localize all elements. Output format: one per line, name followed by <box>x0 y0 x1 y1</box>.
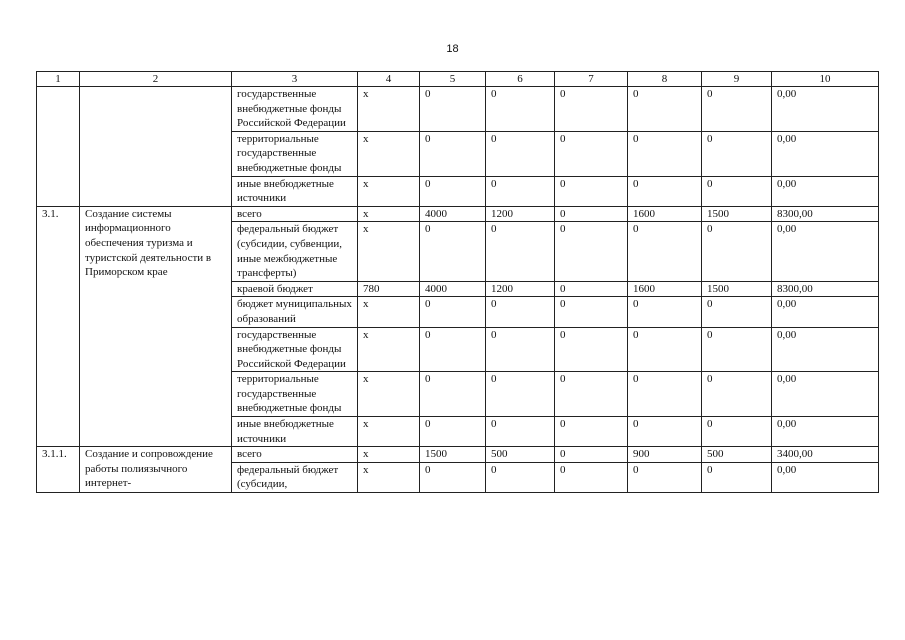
value-cell: 0 <box>420 327 486 372</box>
total-cell: 8300,00 <box>772 206 879 222</box>
total-cell: 0,00 <box>772 372 879 417</box>
funding-source-cell: краевой бюджет <box>232 281 358 297</box>
value-cell: х <box>358 87 420 132</box>
value-cell: 0 <box>702 131 772 176</box>
total-cell: 0,00 <box>772 87 879 132</box>
column-header: 10 <box>772 72 879 87</box>
value-cell: 0 <box>628 327 702 372</box>
value-cell: 0 <box>555 131 628 176</box>
funding-source-cell: федеральный бюджет (субсидии, субвенции, иные межбюджетные трансферты) <box>232 222 358 281</box>
value-cell: х <box>358 462 420 492</box>
value-cell: 0 <box>702 87 772 132</box>
value-cell: 0 <box>555 327 628 372</box>
value-cell: х <box>358 327 420 372</box>
value-cell: 1500 <box>420 447 486 463</box>
funding-source-cell: государственные внебюджетные фонды Российской Федерации <box>232 327 358 372</box>
value-cell: 0 <box>486 417 555 447</box>
column-header: 9 <box>702 72 772 87</box>
value-cell: 0 <box>486 297 555 327</box>
funding-source-cell: иные внебюджетные источники <box>232 417 358 447</box>
total-cell: 0,00 <box>772 417 879 447</box>
value-cell: 0 <box>702 297 772 327</box>
value-cell: 1200 <box>486 281 555 297</box>
value-cell: 780 <box>358 281 420 297</box>
value-cell: 4000 <box>420 281 486 297</box>
value-cell: 500 <box>486 447 555 463</box>
value-cell: х <box>358 222 420 281</box>
value-cell: х <box>358 297 420 327</box>
value-cell: 0 <box>486 372 555 417</box>
value-cell: 0 <box>555 206 628 222</box>
value-cell: 0 <box>628 462 702 492</box>
total-cell: 0,00 <box>772 462 879 492</box>
row-number-cell <box>37 87 80 207</box>
value-cell: 1600 <box>628 281 702 297</box>
row-number-cell: 3.1.1. <box>37 447 80 493</box>
table-header-row <box>37 72 879 87</box>
value-cell: 0 <box>420 222 486 281</box>
column-header: 1 <box>37 72 80 87</box>
value-cell: 0 <box>486 222 555 281</box>
column-header: 3 <box>232 72 358 87</box>
value-cell: 0 <box>486 462 555 492</box>
total-cell: 0,00 <box>772 176 879 206</box>
value-cell: 0 <box>420 131 486 176</box>
column-header: 8 <box>628 72 702 87</box>
value-cell: 500 <box>702 447 772 463</box>
value-cell: 0 <box>628 417 702 447</box>
total-cell: 3400,00 <box>772 447 879 463</box>
funding-source-cell: всего <box>232 206 358 222</box>
value-cell: 0 <box>486 327 555 372</box>
total-cell: 0,00 <box>772 327 879 372</box>
value-cell: 1500 <box>702 206 772 222</box>
value-cell: 0 <box>628 372 702 417</box>
value-cell: х <box>358 447 420 463</box>
value-cell: 0 <box>628 297 702 327</box>
column-header: 6 <box>486 72 555 87</box>
value-cell: 4000 <box>420 206 486 222</box>
value-cell: 0 <box>628 176 702 206</box>
column-header: 7 <box>555 72 628 87</box>
column-header: 4 <box>358 72 420 87</box>
value-cell: 1500 <box>702 281 772 297</box>
value-cell: 0 <box>420 417 486 447</box>
value-cell: 0 <box>486 131 555 176</box>
value-cell: 0 <box>486 176 555 206</box>
funding-source-cell: всего <box>232 447 358 463</box>
total-cell: 0,00 <box>772 222 879 281</box>
value-cell: х <box>358 206 420 222</box>
value-cell: 0 <box>702 417 772 447</box>
value-cell: 0 <box>555 417 628 447</box>
value-cell: 0 <box>702 222 772 281</box>
value-cell: 0 <box>628 131 702 176</box>
funding-source-cell: территориальные государственные внебюджетные фонды <box>232 131 358 176</box>
value-cell: 0 <box>555 222 628 281</box>
value-cell: 0 <box>702 462 772 492</box>
value-cell: 0 <box>555 447 628 463</box>
value-cell: 0 <box>420 372 486 417</box>
measure-name-cell: Создание системы информационного обеспечения туризма и туристской деятельности в Приморском крае <box>80 206 232 447</box>
table-row <box>37 447 879 463</box>
value-cell: 0 <box>555 297 628 327</box>
value-cell: х <box>358 417 420 447</box>
value-cell: 0 <box>420 462 486 492</box>
column-header: 5 <box>420 72 486 87</box>
value-cell: 0 <box>702 372 772 417</box>
value-cell: 0 <box>420 297 486 327</box>
value-cell: 0 <box>486 87 555 132</box>
value-cell: 0 <box>702 327 772 372</box>
value-cell: 900 <box>628 447 702 463</box>
value-cell: 0 <box>555 372 628 417</box>
value-cell: х <box>358 176 420 206</box>
measure-name-cell <box>80 87 232 207</box>
value-cell: 0 <box>628 222 702 281</box>
value-cell: 0 <box>555 281 628 297</box>
total-cell: 0,00 <box>772 297 879 327</box>
value-cell: 0 <box>420 87 486 132</box>
value-cell: 0 <box>555 462 628 492</box>
row-number-cell: 3.1. <box>37 206 80 447</box>
value-cell: 1600 <box>628 206 702 222</box>
column-header: 2 <box>80 72 232 87</box>
funding-source-cell: иные внебюджетные источники <box>232 176 358 206</box>
funding-source-cell: федеральный бюджет (субсидии, <box>232 462 358 492</box>
value-cell: 0 <box>555 176 628 206</box>
table-row <box>37 87 879 132</box>
value-cell: 0 <box>702 176 772 206</box>
budget-table <box>36 71 879 493</box>
funding-source-cell: бюджет муниципальных образований <box>232 297 358 327</box>
value-cell: 0 <box>555 87 628 132</box>
value-cell: 0 <box>628 87 702 132</box>
funding-source-cell: территориальные государственные внебюджетные фонды <box>232 372 358 417</box>
value-cell: х <box>358 131 420 176</box>
value-cell: 1200 <box>486 206 555 222</box>
page-number: 18 <box>446 43 459 55</box>
value-cell: х <box>358 372 420 417</box>
total-cell: 8300,00 <box>772 281 879 297</box>
funding-source-cell: государственные внебюджетные фонды Российской Федерации <box>232 87 358 132</box>
measure-name-cell: Создание и сопровождение работы полиязычного интернет- <box>80 447 232 493</box>
table-row <box>37 206 879 222</box>
total-cell: 0,00 <box>772 131 879 176</box>
value-cell: 0 <box>420 176 486 206</box>
